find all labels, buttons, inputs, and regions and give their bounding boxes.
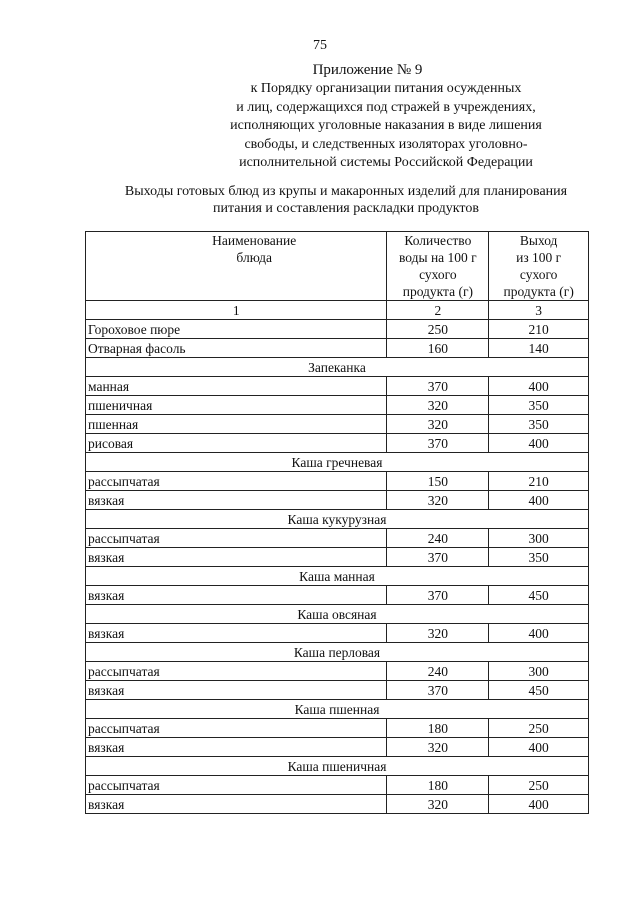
table-row bbox=[86, 377, 589, 396]
column-number: 1 bbox=[86, 301, 387, 320]
header-line: Наименование bbox=[212, 233, 297, 248]
dish-name-cell: рассыпчатая bbox=[86, 472, 387, 491]
yield-cell: 300 bbox=[489, 662, 589, 681]
yield-cell: 250 bbox=[489, 719, 589, 738]
dish-name-cell: пшенная bbox=[86, 415, 387, 434]
table-row bbox=[86, 662, 589, 681]
water-cell: 370 bbox=[387, 548, 489, 567]
table-row bbox=[86, 339, 589, 358]
yield-cell: 210 bbox=[489, 472, 589, 491]
group-name: Каша кукурузная bbox=[86, 510, 589, 529]
water-cell: 370 bbox=[387, 434, 489, 453]
yield-cell: 400 bbox=[489, 624, 589, 643]
yield-cell: 350 bbox=[489, 548, 589, 567]
document-title-line: Выходы готовых блюд из крупы и макаронных изделий для планирования bbox=[124, 184, 568, 199]
header-yield bbox=[489, 232, 589, 301]
appendix-line: свободы, и следственных изоляторах уголовно- bbox=[244, 136, 528, 152]
dish-name-cell: вязкая bbox=[86, 795, 387, 814]
dish-name-cell: вязкая bbox=[86, 586, 387, 605]
group-header-row bbox=[86, 643, 589, 662]
column-number: 2 bbox=[387, 301, 489, 320]
yield-cell: 140 bbox=[489, 339, 589, 358]
document-title bbox=[96, 183, 596, 217]
header-line: продукта (г) bbox=[402, 284, 474, 299]
header-water-amount bbox=[387, 232, 489, 301]
table-row bbox=[86, 586, 589, 605]
yield-cell: 350 bbox=[489, 415, 589, 434]
group-name: Каша овсяная bbox=[86, 605, 589, 624]
yield-cell: 400 bbox=[489, 795, 589, 814]
header-line: воды на 100 г bbox=[399, 250, 477, 265]
group-header-row bbox=[86, 510, 589, 529]
yield-cell: 210 bbox=[489, 320, 589, 339]
header-line: блюда bbox=[236, 250, 272, 265]
water-cell: 150 bbox=[387, 472, 489, 491]
group-header-row bbox=[86, 605, 589, 624]
appendix-line: исполнительной системы Российской Федерации bbox=[239, 155, 533, 170]
yield-cell: 450 bbox=[489, 586, 589, 605]
yield-cell: 450 bbox=[489, 681, 589, 700]
table-row bbox=[86, 681, 589, 700]
table-row bbox=[86, 719, 589, 738]
table-row bbox=[86, 624, 589, 643]
header-line: из 100 г bbox=[516, 250, 562, 265]
water-cell: 320 bbox=[387, 738, 489, 757]
water-cell: 320 bbox=[387, 795, 489, 814]
water-cell: 370 bbox=[387, 681, 489, 700]
group-name: Каша манная bbox=[86, 567, 589, 586]
dish-name-cell: манная bbox=[86, 377, 387, 396]
water-cell: 180 bbox=[387, 719, 489, 738]
page-number: 75 bbox=[313, 38, 327, 53]
appendix-line: к Порядку организации питания осужденных bbox=[250, 81, 522, 96]
group-header-row bbox=[86, 567, 589, 586]
dish-name-cell: вязкая bbox=[86, 624, 387, 643]
yield-cell: 400 bbox=[489, 434, 589, 453]
yield-table bbox=[85, 231, 589, 814]
dish-name-cell: рисовая bbox=[86, 434, 387, 453]
table-row bbox=[86, 795, 589, 814]
header-line: сухого bbox=[519, 267, 558, 282]
yield-cell: 400 bbox=[489, 491, 589, 510]
water-cell: 240 bbox=[387, 662, 489, 681]
group-header-row bbox=[86, 700, 589, 719]
water-cell: 370 bbox=[387, 586, 489, 605]
table-row bbox=[86, 396, 589, 415]
dish-name-cell: Отварная фасоль bbox=[86, 339, 387, 358]
water-cell: 160 bbox=[387, 339, 489, 358]
group-header-row bbox=[86, 757, 589, 776]
header-line: сухого bbox=[419, 267, 457, 282]
water-cell: 250 bbox=[387, 320, 489, 339]
header-line: Выход bbox=[519, 233, 558, 248]
table-row bbox=[86, 491, 589, 510]
table-row bbox=[86, 776, 589, 795]
water-cell: 320 bbox=[387, 415, 489, 434]
column-number: 3 bbox=[489, 301, 589, 320]
header-line: продукта (г) bbox=[503, 284, 574, 299]
water-cell: 320 bbox=[387, 491, 489, 510]
yield-table-body bbox=[86, 232, 589, 814]
group-name: Каша пшеничная bbox=[86, 757, 589, 776]
yield-cell: 350 bbox=[489, 396, 589, 415]
dish-name-cell: вязкая bbox=[86, 491, 387, 510]
group-name: Каша перловая bbox=[86, 643, 589, 662]
group-header-row bbox=[86, 358, 589, 377]
water-cell: 320 bbox=[387, 624, 489, 643]
dish-name-cell: вязкая bbox=[86, 681, 387, 700]
appendix-title: Приложение № 9 bbox=[312, 62, 423, 78]
table-row bbox=[86, 415, 589, 434]
dish-name-cell: рассыпчатая bbox=[86, 529, 387, 548]
group-name: Запеканка bbox=[86, 358, 589, 377]
dish-name-cell: пшеничная bbox=[86, 396, 387, 415]
yield-cell: 400 bbox=[489, 377, 589, 396]
water-cell: 320 bbox=[387, 396, 489, 415]
dish-name-cell: рассыпчатая bbox=[86, 719, 387, 738]
group-header-row bbox=[86, 453, 589, 472]
yield-cell: 250 bbox=[489, 776, 589, 795]
table-row bbox=[86, 529, 589, 548]
yield-cell: 300 bbox=[489, 529, 589, 548]
water-cell: 180 bbox=[387, 776, 489, 795]
header-dish-name bbox=[86, 232, 387, 301]
water-cell: 240 bbox=[387, 529, 489, 548]
group-name: Каша пшенная bbox=[86, 700, 589, 719]
table-row bbox=[86, 548, 589, 567]
table-row bbox=[86, 472, 589, 491]
yield-cell: 400 bbox=[489, 738, 589, 757]
appendix-line: исполняющих уголовные наказания в виде лишения bbox=[230, 118, 542, 133]
appendix-subtitle bbox=[176, 80, 596, 173]
document-title-line: питания и составления раскладки продуктов bbox=[213, 201, 479, 216]
table-row bbox=[86, 320, 589, 339]
dish-name-cell: вязкая bbox=[86, 738, 387, 757]
dish-name-cell: рассыпчатая bbox=[86, 662, 387, 681]
dish-name-cell: Гороховое пюре bbox=[86, 320, 387, 339]
group-name: Каша гречневая bbox=[86, 453, 589, 472]
column-number-row bbox=[86, 301, 589, 320]
table-row bbox=[86, 434, 589, 453]
water-cell: 370 bbox=[387, 377, 489, 396]
header-line: Количество bbox=[404, 233, 472, 248]
appendix-line: и лиц, содержащихся под стражей в учреждениях, bbox=[236, 99, 536, 115]
dish-name-cell: рассыпчатая bbox=[86, 776, 387, 795]
table-row bbox=[86, 738, 589, 757]
table-header-row bbox=[86, 232, 589, 301]
dish-name-cell: вязкая bbox=[86, 548, 387, 567]
